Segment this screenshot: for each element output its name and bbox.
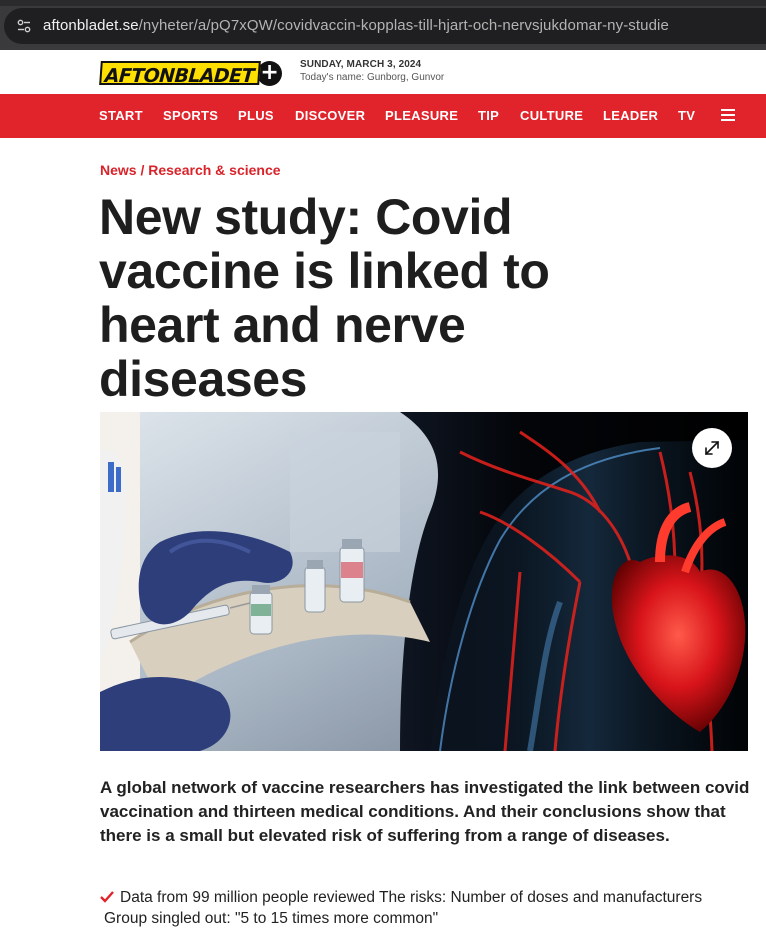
url-domain: aftonbladet.se [43,17,139,34]
key-points-line-1 [100,887,760,908]
address-bar[interactable] [4,8,766,44]
browser-tab-strip [0,0,766,6]
todays-name: Today's name: Gunborg, Gunvor [300,72,445,83]
date-block [300,59,444,83]
nav-item-pleasure[interactable]: PLEASURE [385,108,459,123]
nav-item-tip[interactable]: TIP [478,108,500,123]
url-text[interactable] [43,17,669,34]
breadcrumb[interactable]: News / Research & science [100,162,281,178]
main-navigation [0,94,766,138]
hamburger-menu-icon[interactable] [721,109,735,121]
article-headline: New study: Covid vaccine is linked to heart and nerve diseases [99,189,550,407]
nav-item-tv[interactable]: TV [678,108,696,123]
nav-item-discover[interactable]: DISCOVER [295,108,366,123]
key-point-text-2[interactable]: Group singled out: "5 to 15 times more common" [104,910,439,927]
nav-item-sports[interactable]: SPORTS [163,108,219,123]
url-path: /nyheter/a/pQ7xQW/covidvaccin-kopplas-till-hjart-och-nervsjukdomar-ny-studie [138,17,669,34]
vaccine-heart-illustration [100,412,748,751]
article-key-points [100,887,760,929]
nav-item-plus[interactable]: PLUS [238,108,274,123]
check-icon [100,891,114,903]
expand-icon [692,428,732,468]
aftonbladet-logo[interactable] [100,59,282,87]
article-hero-image[interactable] [100,412,748,751]
nav-item-start[interactable]: START [99,108,143,123]
key-point-text-1[interactable]: Data from 99 million people reviewed The risks: Number of doses and manufacturers [120,889,703,906]
logo-wordmark: AFTONBLADET [99,61,261,85]
browser-toolbar [0,0,766,50]
plus-logo-icon: + [257,61,282,86]
nav-item-leader[interactable]: LEADER [603,108,659,123]
article-lead: A global network of vaccine researchers has investigated the link between covid vaccination and thirteen medical conditions. And their conclusions show that there is a small but elevated risk of suffering from a range of diseases. [100,778,750,845]
image-expand-button[interactable] [692,428,732,468]
masthead [0,50,766,94]
current-date: SUNDAY, MARCH 3, 2024 [300,59,422,70]
nav-item-culture[interactable]: CULTURE [520,108,584,123]
site-settings-icon[interactable] [16,18,32,34]
